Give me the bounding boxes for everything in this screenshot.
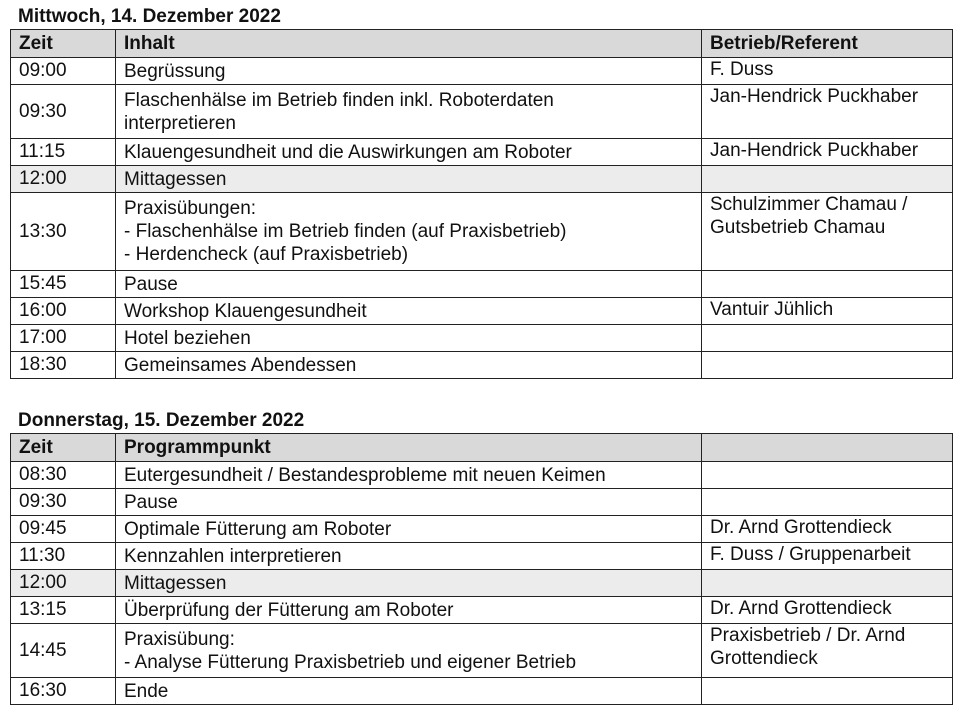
speaker-cell bbox=[702, 624, 953, 678]
content-line: Begrüssung bbox=[124, 60, 226, 82]
content-cell bbox=[116, 489, 702, 516]
speaker-line: F. Duss / Gruppenarbeit bbox=[710, 544, 911, 565]
speaker-line: F. Duss bbox=[710, 59, 774, 80]
content-line: Ende bbox=[124, 680, 169, 702]
speaker-cell bbox=[702, 597, 953, 624]
time-cell: 13:30 bbox=[11, 193, 116, 271]
speaker-cell bbox=[702, 139, 953, 166]
time-cell: 16:00 bbox=[11, 298, 116, 325]
content-cell bbox=[116, 325, 702, 352]
column-header-time: Zeit bbox=[11, 434, 116, 462]
content-cell bbox=[116, 516, 702, 543]
content-line: - Flaschenhälse im Betrieb finden (auf Praxisbetrieb) bbox=[124, 221, 567, 242]
time-cell: 09:30 bbox=[11, 85, 116, 139]
schedule-row bbox=[11, 139, 953, 166]
content-line: - Herdencheck (auf Praxisbetrieb) bbox=[124, 244, 409, 265]
day1-rows bbox=[11, 58, 953, 379]
speaker-cell bbox=[702, 489, 953, 516]
speaker-cell bbox=[702, 325, 953, 352]
content-line: interpretieren bbox=[124, 112, 236, 134]
content-cell bbox=[116, 543, 702, 570]
time-cell: 13:15 bbox=[11, 597, 116, 624]
column-header-speaker: Betrieb/Referent bbox=[702, 30, 953, 58]
content-line: Klauengesundheit und die Auswirkungen am Roboter bbox=[124, 141, 572, 163]
time-cell: 11:15 bbox=[11, 139, 116, 166]
schedule-row bbox=[11, 462, 953, 489]
schedule-row bbox=[11, 543, 953, 570]
content-line: Gemeinsames Abendessen bbox=[124, 354, 357, 376]
speaker-cell bbox=[702, 58, 953, 85]
speaker-cell bbox=[702, 570, 953, 597]
content-line: Praxisübungen: bbox=[124, 198, 257, 219]
speaker-cell bbox=[702, 85, 953, 139]
time-cell: 14:45 bbox=[11, 624, 116, 678]
content-cell bbox=[116, 139, 702, 166]
schedule-row bbox=[11, 352, 953, 379]
day2-title: Donnerstag, 15. Dezember 2022 bbox=[18, 410, 305, 431]
schedule-row bbox=[11, 516, 953, 543]
content-cell bbox=[116, 298, 702, 325]
speaker-line: Gutsbetrieb Chamau bbox=[710, 217, 886, 238]
content-cell bbox=[116, 570, 702, 597]
speaker-line: Dr. Arnd Grottendieck bbox=[710, 598, 892, 619]
speaker-cell bbox=[702, 271, 953, 298]
time-cell: 11:30 bbox=[11, 543, 116, 570]
speaker-cell bbox=[702, 516, 953, 543]
day1-title: Mittwoch, 14. Dezember 2022 bbox=[18, 6, 281, 27]
speaker-line: Praxisbetrieb / Dr. Arnd bbox=[710, 625, 906, 646]
time-cell: 12:00 bbox=[11, 166, 116, 193]
schedule-row bbox=[11, 597, 953, 624]
content-cell bbox=[116, 678, 702, 705]
schedule-row bbox=[11, 325, 953, 352]
content-line: Workshop Klauengesundheit bbox=[124, 300, 367, 322]
speaker-line: Grottendieck bbox=[710, 648, 818, 669]
schedule-row bbox=[11, 570, 953, 597]
content-cell bbox=[116, 462, 702, 489]
content-line: Kennzahlen interpretieren bbox=[124, 545, 342, 567]
column-header-program: Programmpunkt bbox=[116, 434, 702, 462]
schedule-row bbox=[11, 166, 953, 193]
time-cell: 12:00 bbox=[11, 570, 116, 597]
time-cell: 16:30 bbox=[11, 678, 116, 705]
time-cell: 09:30 bbox=[11, 489, 116, 516]
content-cell bbox=[116, 166, 702, 193]
content-cell bbox=[116, 85, 702, 139]
speaker-cell bbox=[702, 298, 953, 325]
day2-schedule-table bbox=[10, 433, 953, 705]
speaker-line: Vantuir Jühlich bbox=[710, 299, 834, 320]
content-line: Hotel beziehen bbox=[124, 327, 251, 349]
schedule-row bbox=[11, 624, 953, 678]
speaker-cell bbox=[702, 543, 953, 570]
column-header-speaker bbox=[702, 434, 953, 462]
content-cell bbox=[116, 624, 702, 678]
column-header-content: Inhalt bbox=[116, 30, 702, 58]
speaker-cell bbox=[702, 352, 953, 379]
content-line: - Analyse Fütterung Praxisbetrieb und eigener Betrieb bbox=[124, 651, 577, 673]
time-cell: 17:00 bbox=[11, 325, 116, 352]
schedule-row bbox=[11, 271, 953, 298]
schedule-row bbox=[11, 85, 953, 139]
content-line: Pause bbox=[124, 491, 178, 513]
time-cell: 09:00 bbox=[11, 58, 116, 85]
day1-schedule-table bbox=[10, 29, 953, 379]
content-line: Flaschenhälse im Betrieb finden inkl. Roboterdaten bbox=[124, 89, 554, 111]
time-cell: 15:45 bbox=[11, 271, 116, 298]
content-line: Optimale Fütterung am Roboter bbox=[124, 518, 392, 540]
time-cell: 18:30 bbox=[11, 352, 116, 379]
schedule-row bbox=[11, 489, 953, 516]
content-line: Praxisübung: bbox=[124, 628, 235, 650]
day2-rows bbox=[11, 462, 953, 705]
speaker-cell bbox=[702, 193, 953, 271]
column-header-time: Zeit bbox=[11, 30, 116, 58]
speaker-cell bbox=[702, 462, 953, 489]
content-line: Überprüfung der Fütterung am Roboter bbox=[124, 599, 454, 621]
content-line: Mittagessen bbox=[124, 572, 227, 594]
content-cell bbox=[116, 193, 702, 271]
speaker-line: Dr. Arnd Grottendieck bbox=[710, 517, 892, 538]
content-cell bbox=[116, 58, 702, 85]
content-cell bbox=[116, 271, 702, 298]
content-line: Mittagessen bbox=[124, 168, 227, 190]
schedule-row bbox=[11, 193, 953, 271]
content-cell bbox=[116, 352, 702, 379]
schedule-row bbox=[11, 298, 953, 325]
schedule-row bbox=[11, 678, 953, 705]
speaker-cell bbox=[702, 166, 953, 193]
content-cell bbox=[116, 597, 702, 624]
speaker-line: Jan-Hendrick Puckhaber bbox=[710, 86, 919, 107]
content-line: Eutergesundheit / Bestandesprobleme mit neuen Keimen bbox=[124, 464, 606, 486]
speaker-cell bbox=[702, 678, 953, 705]
schedule-row bbox=[11, 58, 953, 85]
content-line: Pause bbox=[124, 273, 178, 295]
time-cell: 09:45 bbox=[11, 516, 116, 543]
speaker-line: Schulzimmer Chamau / bbox=[710, 194, 908, 215]
time-cell: 08:30 bbox=[11, 462, 116, 489]
speaker-line: Jan-Hendrick Puckhaber bbox=[710, 140, 919, 161]
